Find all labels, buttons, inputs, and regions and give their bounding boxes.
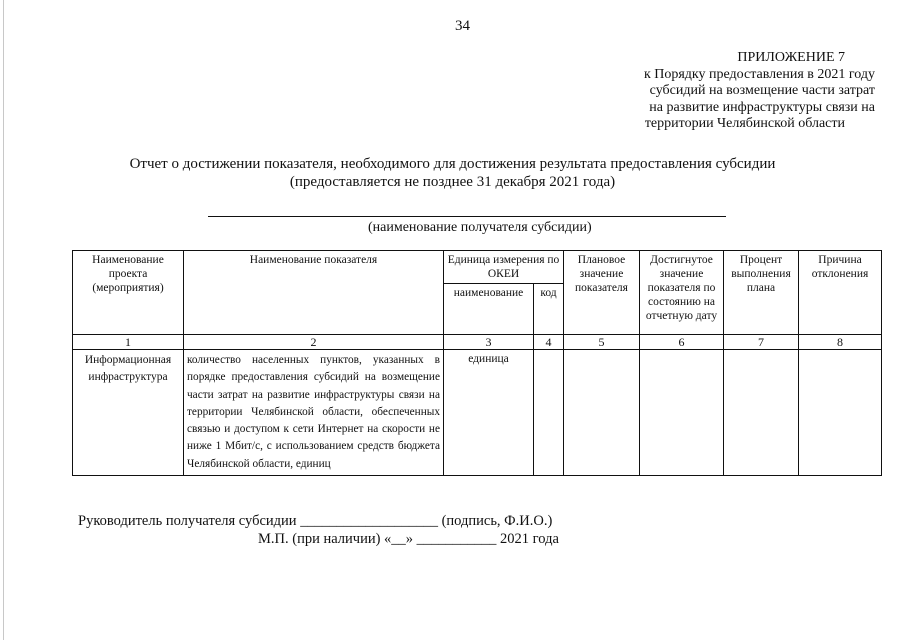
cell-percent (724, 350, 799, 476)
appendix-title: ПРИЛОЖЕНИЕ 7 (737, 50, 845, 65)
column-number: 6 (640, 335, 724, 350)
signature-line: Руководитель получателя субсидии ___________________ (подпись, Ф.И.О.) (78, 513, 553, 529)
cell-indicator: количество населенных пунктов, указанных в порядке предоставления субсидий на возмещение части затрат на развитие инфраструктуры связи на территории Челябинской области, обеспеченных связью и доступом к сети Интернет на скорости не ниже 1 Мбит/с, с использованием средств бюджета Челябинской области, единиц (184, 350, 444, 476)
appendix-block (560, 50, 875, 133)
appendix-line: на развитие инфраструктуры связи на (649, 99, 875, 115)
cell-planned (564, 350, 640, 476)
column-number-row (73, 335, 882, 350)
report-title (0, 155, 905, 191)
column-number: 3 (444, 335, 534, 350)
header-project: Наименование проекта (мероприятия) (73, 251, 184, 335)
cell-unit-name: единица (444, 350, 534, 476)
header-unit-group: Единица измерения по ОКЕИ (444, 251, 564, 284)
column-number: 1 (73, 335, 184, 350)
column-number: 8 (799, 335, 882, 350)
report-title-line: Отчет о достижении показателя, необходимого для достижения результата предоставления субсидии (129, 156, 776, 172)
column-number: 4 (534, 335, 564, 350)
table-row (73, 350, 882, 476)
appendix-line: к Порядку предоставления в 2021 году (643, 66, 875, 82)
cell-project: Информационная инфраструктура (73, 350, 184, 476)
page-number: 34 (455, 18, 470, 34)
header-percent: Процент выполнения плана (724, 251, 799, 335)
header-row (73, 251, 882, 284)
column-number: 5 (564, 335, 640, 350)
column-number: 2 (184, 335, 444, 350)
recipient-fill-line (208, 216, 726, 217)
column-number: 7 (724, 335, 799, 350)
stamp-date-line: М.П. (при наличии) «__» ___________ 2021 года (258, 531, 559, 547)
scan-edge (3, 0, 4, 640)
header-reason: Причина отклонения (799, 251, 882, 335)
header-indicator: Наименование показателя (184, 251, 444, 335)
recipient-caption: (наименование получателя субсидии) (368, 220, 592, 235)
header-achieved: Достигнутое значение показателя по состоянию на отчетную дату (640, 251, 724, 335)
header-unit-code: код (534, 284, 564, 335)
report-table (72, 250, 882, 476)
report-title-line: (предоставляется не позднее 31 декабря 2021 года) (289, 174, 616, 190)
cell-unit-code (534, 350, 564, 476)
cell-achieved (640, 350, 724, 476)
header-unit-name: наименование (444, 284, 534, 335)
cell-reason (799, 350, 882, 476)
appendix-line: территории Челябинской области (644, 116, 845, 131)
header-planned: Плановое значение показателя (564, 251, 640, 335)
appendix-line: субсидий на возмещение части затрат (649, 83, 875, 98)
